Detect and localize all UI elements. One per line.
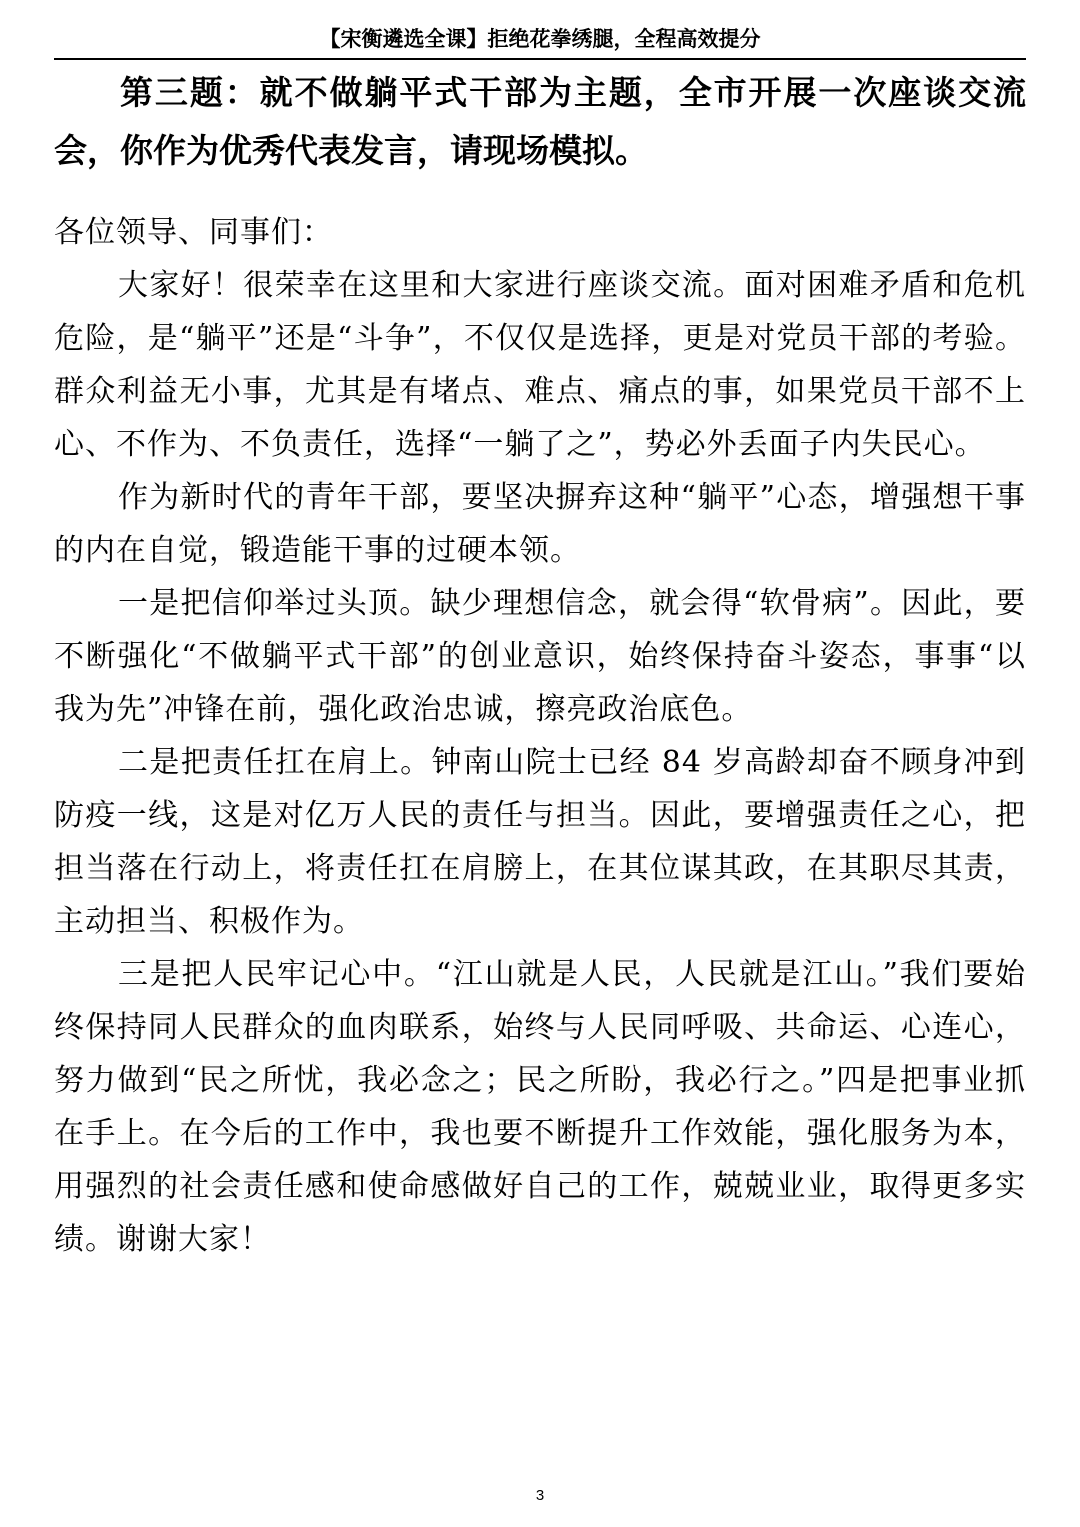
speech-paragraph-point-three-four: 三是把人民牢记心中。“江山就是人民，人民就是江山。”我们要始终保持同人民群众的血肉联系，始终与人民同呼吸、共命运、心连心，努力做到“民之所忧，我必念之；民之所盼，我必行之。”四是把事业抓在手上。在今后的工作中，我也要不断提升工作效能，强化服务为本，用强烈的社会责任感和使命感做好自己的工作，兢兢业业，取得更多实绩。谢谢大家！ xyxy=(54,957,1026,1257)
question-heading: 第三题：就不做躺平式干部为主题，全市开展一次座谈交流会，你作为优秀代表发言，请现场模拟。 xyxy=(54,73,1026,170)
page-number: 3 xyxy=(535,1487,545,1504)
speech-body xyxy=(54,206,1026,1266)
speech-paragraph-greeting: 大家好！很荣幸在这里和大家进行座谈交流。面对困难矛盾和危机危险，是“躺平”还是“斗争”，不仅仅是选择，更是对党员干部的考验。群众利益无小事，尤其是有堵点、难点、痛点的事，如果党员干部不上心、不作为、不负责任，选择“一躺了之”，势必外丢面子内失民心。 xyxy=(54,268,1026,462)
page-header: 【宋衡遴选全课】拒绝花拳绣腿，全程高效提分 xyxy=(319,27,761,51)
speech-salutation: 各位领导、同事们： xyxy=(54,215,333,250)
speech-paragraph-point-one: 一是把信仰举过头顶。缺少理想信念，就会得“软骨病”。因此，要不断强化“不做躺平式干部”的创业意识，始终保持奋斗姿态，事事“以我为先”冲锋在前，强化政治忠诚，擦亮政治底色。 xyxy=(54,586,1026,727)
speech-paragraph-point-two: 二是把责任扛在肩上。钟南山院士已经 84 岁高龄却奋不顾身冲到防疫一线，这是对亿万人民的责任与担当。因此，要增强责任之心，把担当落在行动上，将责任扛在肩膀上，在其位谋其政，在其职尽其责，主动担当、积极作为。 xyxy=(54,745,1026,939)
header-divider xyxy=(54,58,1026,60)
speech-paragraph-thesis: 作为新时代的青年干部，要坚决摒弃这种“躺平”心态，增强想干事的内在自觉，锻造能干事的过硬本领。 xyxy=(54,480,1026,568)
